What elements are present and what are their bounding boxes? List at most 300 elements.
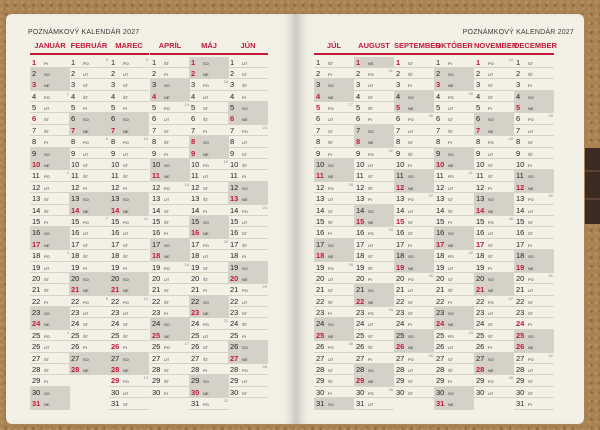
day-row[interactable] [30,159,70,170]
day-row[interactable] [314,273,354,284]
day-row[interactable] [354,262,394,273]
day-row[interactable] [474,68,514,79]
day-row[interactable] [69,182,109,193]
day-row[interactable] [69,102,109,113]
day-row[interactable] [150,296,190,307]
day-row[interactable] [228,205,268,216]
day-row[interactable] [434,102,474,113]
day-row[interactable] [314,307,354,318]
day-row[interactable] [434,216,474,227]
day-row[interactable] [228,375,268,386]
day-row[interactable] [30,113,70,124]
day-row[interactable] [30,250,70,261]
day-row[interactable] [150,193,190,204]
day-row[interactable] [474,273,514,284]
day-row[interactable] [474,353,514,364]
day-row[interactable] [228,296,268,307]
day-row[interactable] [69,91,109,102]
day-row[interactable] [109,136,149,147]
day-row[interactable] [228,307,268,318]
day-row[interactable] [109,296,149,307]
day-row[interactable] [109,318,149,329]
day-row[interactable] [30,318,70,329]
day-row[interactable] [514,148,554,159]
day-row[interactable] [109,341,149,352]
day-row[interactable] [228,330,268,341]
day-row[interactable] [394,136,434,147]
day-row[interactable] [150,273,190,284]
day-row[interactable] [30,341,70,352]
day-row[interactable] [514,284,554,295]
day-row[interactable] [150,148,190,159]
day-row[interactable] [474,296,514,307]
day-row[interactable] [109,375,149,386]
day-row[interactable] [150,205,190,216]
day-row[interactable] [434,136,474,147]
day-row[interactable] [394,250,434,261]
day-row[interactable] [30,216,70,227]
day-row[interactable] [394,216,434,227]
day-row[interactable] [354,102,394,113]
day-row[interactable] [474,91,514,102]
day-row[interactable] [514,307,554,318]
day-row[interactable] [314,398,354,409]
day-row[interactable] [69,239,109,250]
day-row[interactable] [189,273,229,284]
day-row[interactable] [394,375,434,386]
day-row[interactable] [69,170,109,181]
day-row[interactable] [228,364,268,375]
day-row[interactable] [189,216,229,227]
day-row[interactable] [69,79,109,90]
day-row[interactable] [109,193,149,204]
day-row[interactable] [150,113,190,124]
day-row[interactable] [314,387,354,398]
day-row[interactable] [314,353,354,364]
day-row[interactable] [109,273,149,284]
day-row[interactable] [314,68,354,79]
day-row[interactable] [109,216,149,227]
day-row[interactable] [30,296,70,307]
day-row[interactable] [354,398,394,409]
day-row[interactable] [474,216,514,227]
day-row[interactable] [514,353,554,364]
day-row[interactable] [30,239,70,250]
day-row[interactable] [150,307,190,318]
day-row[interactable] [394,227,434,238]
day-row[interactable] [474,227,514,238]
day-row[interactable] [514,216,554,227]
day-row[interactable] [354,205,394,216]
day-row[interactable] [314,159,354,170]
day-row[interactable] [394,91,434,102]
day-row[interactable] [30,262,70,273]
day-row[interactable] [474,387,514,398]
day-row[interactable] [514,296,554,307]
day-row[interactable] [109,91,149,102]
day-row[interactable] [30,364,70,375]
day-row[interactable] [314,296,354,307]
day-row[interactable] [354,79,394,90]
day-row[interactable] [69,227,109,238]
day-row[interactable] [314,79,354,90]
day-row[interactable] [514,273,554,284]
day-row[interactable] [189,353,229,364]
day-row[interactable] [354,239,394,250]
day-row[interactable] [434,170,474,181]
day-row[interactable] [474,307,514,318]
day-row[interactable] [228,262,268,273]
day-row[interactable] [69,125,109,136]
day-row[interactable] [354,170,394,181]
day-row[interactable] [228,170,268,181]
day-row[interactable] [394,318,434,329]
day-row[interactable] [69,136,109,147]
day-row[interactable] [314,364,354,375]
day-row[interactable] [354,364,394,375]
day-row[interactable] [434,307,474,318]
day-row[interactable] [514,125,554,136]
day-row[interactable] [150,182,190,193]
day-row[interactable] [189,341,229,352]
day-row[interactable] [30,398,70,409]
day-row[interactable] [514,398,554,409]
day-row[interactable] [109,239,149,250]
day-row[interactable] [394,148,434,159]
day-row[interactable] [514,318,554,329]
day-row[interactable] [394,296,434,307]
day-row[interactable] [394,239,434,250]
day-row[interactable] [474,250,514,261]
day-row[interactable] [69,330,109,341]
day-row[interactable] [228,239,268,250]
day-row[interactable] [189,91,229,102]
day-row[interactable] [474,170,514,181]
day-row[interactable] [394,353,434,364]
day-row[interactable] [189,125,229,136]
day-row[interactable] [189,375,229,386]
day-row[interactable] [514,227,554,238]
day-row[interactable] [354,387,394,398]
day-row[interactable] [30,170,70,181]
day-row[interactable] [354,159,394,170]
day-row[interactable] [228,57,268,68]
day-row[interactable] [30,227,70,238]
day-row[interactable] [189,136,229,147]
day-row[interactable] [314,318,354,329]
day-row[interactable] [514,250,554,261]
day-row[interactable] [354,307,394,318]
day-row[interactable] [109,170,149,181]
day-row[interactable] [394,387,434,398]
day-row[interactable] [394,159,434,170]
day-row[interactable] [150,136,190,147]
day-row[interactable] [474,182,514,193]
day-row[interactable] [109,79,149,90]
day-row[interactable] [69,216,109,227]
day-row[interactable] [314,375,354,386]
day-row[interactable] [30,307,70,318]
day-row[interactable] [30,125,70,136]
day-row[interactable] [354,250,394,261]
day-row[interactable] [434,341,474,352]
day-row[interactable] [474,57,514,68]
day-row[interactable] [314,193,354,204]
day-row[interactable] [109,330,149,341]
day-row[interactable] [474,318,514,329]
day-row[interactable] [150,353,190,364]
day-row[interactable] [30,193,70,204]
day-row[interactable] [354,148,394,159]
day-row[interactable] [69,148,109,159]
day-row[interactable] [314,125,354,136]
day-row[interactable] [30,79,70,90]
day-row[interactable] [434,91,474,102]
day-row[interactable] [314,284,354,295]
day-row[interactable] [69,318,109,329]
day-row[interactable] [228,159,268,170]
day-row[interactable] [150,341,190,352]
day-row[interactable] [434,398,474,409]
day-row[interactable] [474,102,514,113]
day-row[interactable] [474,193,514,204]
day-row[interactable] [228,182,268,193]
day-row[interactable] [474,375,514,386]
day-row[interactable] [189,398,229,409]
day-row[interactable] [30,68,70,79]
day-row[interactable] [434,182,474,193]
day-row[interactable] [150,364,190,375]
day-row[interactable] [394,307,434,318]
day-row[interactable] [109,159,149,170]
day-row[interactable] [69,68,109,79]
day-row[interactable] [30,284,70,295]
day-row[interactable] [69,284,109,295]
day-row[interactable] [394,125,434,136]
day-row[interactable] [189,296,229,307]
day-row[interactable] [109,398,149,409]
day-row[interactable] [394,68,434,79]
day-row[interactable] [314,136,354,147]
day-row[interactable] [354,125,394,136]
day-row[interactable] [109,68,149,79]
day-row[interactable] [514,364,554,375]
day-row[interactable] [394,170,434,181]
day-row[interactable] [354,91,394,102]
day-row[interactable] [434,250,474,261]
day-row[interactable] [354,227,394,238]
day-row[interactable] [434,148,474,159]
day-row[interactable] [69,296,109,307]
day-row[interactable] [150,159,190,170]
day-row[interactable] [514,159,554,170]
day-row[interactable] [314,113,354,124]
day-row[interactable] [30,57,70,68]
day-row[interactable] [109,57,149,68]
day-row[interactable] [354,341,394,352]
day-row[interactable] [189,57,229,68]
day-row[interactable] [354,113,394,124]
day-row[interactable] [394,79,434,90]
day-row[interactable] [69,113,109,124]
day-row[interactable] [434,353,474,364]
day-row[interactable] [30,353,70,364]
day-row[interactable] [354,193,394,204]
day-row[interactable] [189,330,229,341]
day-row[interactable] [69,262,109,273]
day-row[interactable] [394,205,434,216]
day-row[interactable] [434,125,474,136]
day-row[interactable] [69,341,109,352]
day-row[interactable] [474,341,514,352]
day-row[interactable] [314,341,354,352]
day-row[interactable] [109,102,149,113]
day-row[interactable] [228,318,268,329]
day-row[interactable] [189,284,229,295]
day-row[interactable] [109,262,149,273]
day-row[interactable] [314,148,354,159]
day-row[interactable] [354,353,394,364]
day-row[interactable] [354,68,394,79]
day-row[interactable] [228,227,268,238]
day-row[interactable] [514,239,554,250]
day-row[interactable] [514,68,554,79]
day-row[interactable] [69,205,109,216]
day-row[interactable] [354,330,394,341]
day-row[interactable] [474,330,514,341]
day-row[interactable] [474,79,514,90]
day-row[interactable] [69,353,109,364]
day-row[interactable] [150,239,190,250]
day-row[interactable] [314,182,354,193]
day-row[interactable] [474,159,514,170]
day-row[interactable] [228,216,268,227]
day-row[interactable] [434,296,474,307]
day-row[interactable] [434,193,474,204]
day-row[interactable] [189,193,229,204]
day-row[interactable] [69,57,109,68]
day-row[interactable] [434,273,474,284]
day-row[interactable] [314,227,354,238]
day-row[interactable] [314,57,354,68]
day-row[interactable] [434,262,474,273]
day-row[interactable] [228,250,268,261]
day-row[interactable] [30,182,70,193]
day-row[interactable] [30,102,70,113]
day-row[interactable] [394,330,434,341]
day-row[interactable] [434,205,474,216]
day-row[interactable] [228,148,268,159]
day-row[interactable] [228,341,268,352]
day-row[interactable] [189,239,229,250]
day-row[interactable] [150,375,190,386]
day-row[interactable] [69,193,109,204]
day-row[interactable] [514,193,554,204]
day-row[interactable] [314,102,354,113]
day-row[interactable] [228,91,268,102]
day-row[interactable] [394,57,434,68]
day-row[interactable] [30,273,70,284]
day-row[interactable] [30,148,70,159]
day-row[interactable] [189,205,229,216]
day-row[interactable] [228,125,268,136]
day-row[interactable] [228,79,268,90]
day-row[interactable] [514,205,554,216]
day-row[interactable] [474,113,514,124]
day-row[interactable] [109,250,149,261]
day-row[interactable] [150,387,190,398]
day-row[interactable] [394,273,434,284]
day-row[interactable] [228,68,268,79]
day-row[interactable] [434,387,474,398]
day-row[interactable] [434,330,474,341]
day-row[interactable] [30,205,70,216]
day-row[interactable] [69,159,109,170]
day-row[interactable] [189,318,229,329]
day-row[interactable] [189,102,229,113]
day-row[interactable] [314,216,354,227]
day-row[interactable] [514,91,554,102]
day-row[interactable] [394,284,434,295]
day-row[interactable] [150,102,190,113]
day-row[interactable] [434,68,474,79]
day-row[interactable] [434,364,474,375]
day-row[interactable] [189,182,229,193]
day-row[interactable] [394,193,434,204]
day-row[interactable] [514,113,554,124]
day-row[interactable] [474,136,514,147]
day-row[interactable] [109,227,149,238]
day-row[interactable] [514,375,554,386]
day-row[interactable] [109,353,149,364]
day-row[interactable] [69,307,109,318]
day-row[interactable] [474,148,514,159]
day-row[interactable] [150,57,190,68]
day-row[interactable] [434,284,474,295]
day-row[interactable] [434,227,474,238]
day-row[interactable] [474,239,514,250]
day-row[interactable] [514,330,554,341]
day-row[interactable] [314,262,354,273]
day-row[interactable] [228,284,268,295]
day-row[interactable] [354,273,394,284]
day-row[interactable] [189,250,229,261]
day-row[interactable] [150,79,190,90]
day-row[interactable] [189,262,229,273]
day-row[interactable] [30,91,70,102]
day-row[interactable] [394,364,434,375]
day-row[interactable] [30,387,70,398]
day-row[interactable] [474,262,514,273]
day-row[interactable] [150,284,190,295]
day-row[interactable] [514,170,554,181]
day-row[interactable] [189,364,229,375]
day-row[interactable] [228,136,268,147]
day-row[interactable] [514,79,554,90]
day-row[interactable] [69,364,109,375]
day-row[interactable] [150,262,190,273]
day-row[interactable] [150,125,190,136]
day-row[interactable] [514,387,554,398]
day-row[interactable] [189,79,229,90]
day-row[interactable] [109,387,149,398]
day-row[interactable] [150,68,190,79]
day-row[interactable] [150,216,190,227]
day-row[interactable] [150,318,190,329]
day-row[interactable] [30,330,70,341]
day-row[interactable] [30,136,70,147]
day-row[interactable] [30,375,70,386]
